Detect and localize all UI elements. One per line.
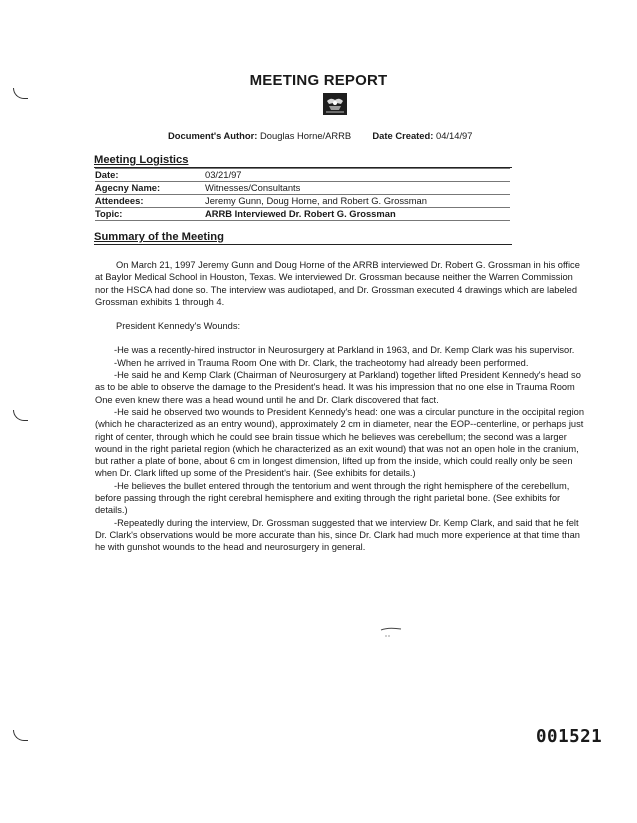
arrb-seal-icon <box>323 93 347 115</box>
author-label: Document's Author: <box>168 130 258 141</box>
wound-bullet: -Repeatedly during the interview, Dr. Grossman suggested that we interview Dr. Kemp Clark, and said that he felt Dr. Clark's observations would be more accurate than his, since Dr. Clark had much more experience at that time than he with gunshot wounds to the head and neurosurgery in general. <box>95 517 580 553</box>
meeting-logistics-heading: Meeting Logistics <box>94 154 512 168</box>
logistics-label: Attendees: <box>95 195 144 206</box>
wound-bullet: -He said he and Kemp Clark (Chairman of Neurosurgery at Parkland) together lifted President Kennedy's head so as to be able to observe the damage to the President's head. It was his impression that no one else in Trauma Room One even knew there was a head wound until he and Dr. Clark discovered that fact. <box>95 370 581 405</box>
wound-bullet: -When he arrived in Trauma Room One with Dr. Clark, the tracheotomy had already been performed. <box>114 357 529 368</box>
punch-hole-mark <box>13 730 28 741</box>
punch-hole-mark <box>13 88 28 99</box>
logistics-value: Jeremy Gunn, Doug Horne, and Robert G. Grossman <box>205 195 427 206</box>
logistics-row-divider <box>95 220 510 221</box>
logistics-value: 03/21/97 <box>205 169 242 180</box>
logistics-label: Agecny Name: <box>95 182 161 193</box>
logistics-value: ARRB Interviewed Dr. Robert G. Grossman <box>205 208 396 219</box>
stray-mark <box>380 626 402 638</box>
intro-paragraph: On March 21, 1997 Jeremy Gunn and Doug Horne of the ARRB interviewed Dr. Robert G. Grossman in his office at Baylor Medical School in Houston, Texas. We interviewed Dr. Grossman because neither the Warren Commission nor the HSCA had done so. The interview was audiotaped, and Dr. Grossman executed 4 drawings which are labeled Grossman exhibits 1 through 4. <box>95 260 580 307</box>
summary-body <box>95 259 585 554</box>
logistics-value: Witnesses/Consultants <box>205 182 301 193</box>
logistics-label: Topic: <box>95 208 123 219</box>
wound-bullet: -He was a recently-hired instructor in Neurosurgery at Parkland in 1963, and Dr. Kemp Clark was his supervisor. <box>114 345 575 356</box>
wounds-subheading: President Kennedy's Wounds: <box>116 321 241 332</box>
page-title: MEETING REPORT <box>249 72 388 89</box>
author-value: Douglas Horne/ARRB <box>260 130 352 141</box>
punch-hole-mark <box>13 410 28 421</box>
logistics-label: Date: <box>95 169 119 180</box>
date-created-label: Date Created: <box>372 130 434 141</box>
document-number: 001521 <box>536 727 603 747</box>
summary-heading: Summary of the Meeting <box>94 231 512 245</box>
wound-bullet: -He believes the bullet entered through the tentorium and went through the right hemisphere of the cerebellum, before passing through the right cerebral hemisphere and exiting through the right parietal bone. (See exhibits for details.) <box>95 480 570 516</box>
document-meta <box>168 130 472 141</box>
wound-bullet: -He said he observed two wounds to President Kennedy's head: one was a circular puncture in the occipital region (which he characterized as an entry wound), approximately 2 cm in diameter, near the EOP--centerline, or perhaps just right of center, through which he could see brain tissue which he believes was cerebellum; the second was a larger wound in the right parietal region (which he characterized as an exit wound) that was not an open hole in the cranium, but rather a plate of bone, about 6 cm in longest dimension, lifted up from the inside, which could really only be seen when Dr. Clark lifted up some of the President's hair. (See exhibits for details.) <box>95 406 584 479</box>
logistics-row-divider <box>95 168 510 169</box>
date-created-value: 04/14/97 <box>435 130 473 141</box>
